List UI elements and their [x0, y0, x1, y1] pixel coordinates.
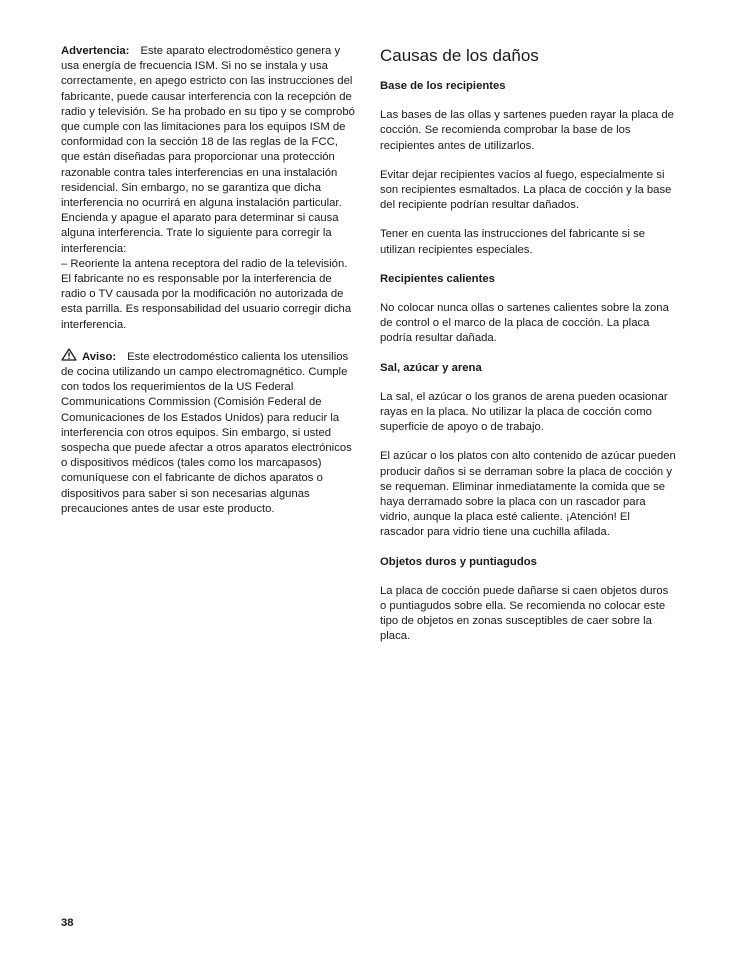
paragraph: La placa de cocción puede dañarse si caen objetos duros o puntiagudos sobre ella. Se recomienda no colocar este tipo de objetos en zonas susceptibles de caer sobre la placa. [380, 584, 669, 643]
aviso-paragraph [61, 348, 355, 517]
section-objetos-duros [380, 555, 676, 645]
heading-objetos-duros: Objetos duros y puntiagudos [380, 555, 537, 568]
page-number: 38 [61, 917, 74, 929]
warning-triangle-icon [61, 348, 77, 361]
paragraph: Tener en cuenta las instrucciones del fabricante si se utilizan recipientes especiales. [380, 228, 645, 256]
advertencia-text: Este aparato electrodoméstico genera y usa energía de frecuencia ISM. Si no se instala y usa correctamente, en apego estricto con las instrucciones del fabricante, puede causar interferencia con la recepción de radio y televisión. Se ha probado en su tipo y se comprobó que cumple con las limitaciones para los equipos ISM de conformidad con la sección 18 de las reglas de la FCC, que están diseñadas para proporcionar una protección razonable contra tales interferencias en una instalación residencial. Sin embargo, no se garantiza que dicha interferencia no ocurrirá en alguna instalación particular. [61, 45, 355, 210]
advertencia-label: Advertencia: [61, 45, 130, 57]
section-sal-azucar-arena [380, 361, 676, 541]
section-recipientes-calientes [380, 272, 676, 347]
paragraph: Evitar dejar recipientes vacíos al fuego, especialmente si son recipientes esmaltados. La placa de cocción y la base del recipiente podrían resultar dañados. [380, 168, 672, 212]
section-title: Causas de los daños [380, 46, 539, 65]
right-column [380, 44, 676, 645]
aviso-text: Este electrodoméstico calienta los utensilios de cocina utilizando un campo electromagnético. Cumple con todos los requerimientos de la US Federal Communications Commission (Comisión Federal de Comunicaciones de los Estados Unidos) para reducir la interferencia con otros equipos. Sin embargo, si usted sospecha que puede afectar a otros aparatos electrónicos o dispositivos médicos (tales como los marcapasos) comuníquese con el fabricante de dichos aparatos o dispositivos para saber si son necesarias algunas precauciones antes de usar este producto. [61, 350, 352, 515]
heading-sal-azucar-arena: Sal, azúcar y arena [380, 361, 482, 374]
aviso-label: Aviso: [82, 350, 117, 363]
left-column [61, 44, 355, 517]
section-base-recipientes [380, 79, 676, 258]
heading-recipientes-calientes: Recipientes calientes [380, 272, 495, 285]
paragraph: El azúcar o los platos con alto contenido de azúcar pueden producir daños si se derraman sobre la placa de cocción y se requeman. Eliminar inmediatamente la comida que se haya derramado sobre la placa con un rascador para vidrio, aunque la placa esté caliente. ¡Atención! El rascador para vidrio tiene una cuchilla afilada. [380, 450, 676, 539]
paragraph: La sal, el azúcar o los granos de arena pueden ocasionar rayas en la placa. No utilizar la placa de cocción como superficie de apoyo o de trabajo. [380, 390, 668, 434]
paragraph: Las bases de las ollas y sartenes pueden rayar la placa de cocción. Se recomienda comprobar la base de los recipientes antes de utilizarlos. [380, 109, 674, 152]
heading-base-recipientes: Base de los recipientes [380, 80, 506, 92]
paragraph: No colocar nunca ollas o sartenes calientes sobre la zona de control o el marco de la placa de cocción. La placa podría resultar dañada. [380, 302, 669, 345]
reoriente-paragraph: – Reoriente la antena receptora del radio de la televisión. El fabricante no es responsable por la interferencia de radio o TV causada por la modificación no autorizada de esta parrilla. Es responsabilidad del usuario corregir dicha interferencia. [61, 257, 352, 331]
encienda-paragraph: Encienda y apague el aparato para determinar si causa alguna interferencia. Trate lo siguiente para corregir la interferencia: [61, 212, 339, 255]
advertencia-paragraph [61, 44, 355, 211]
